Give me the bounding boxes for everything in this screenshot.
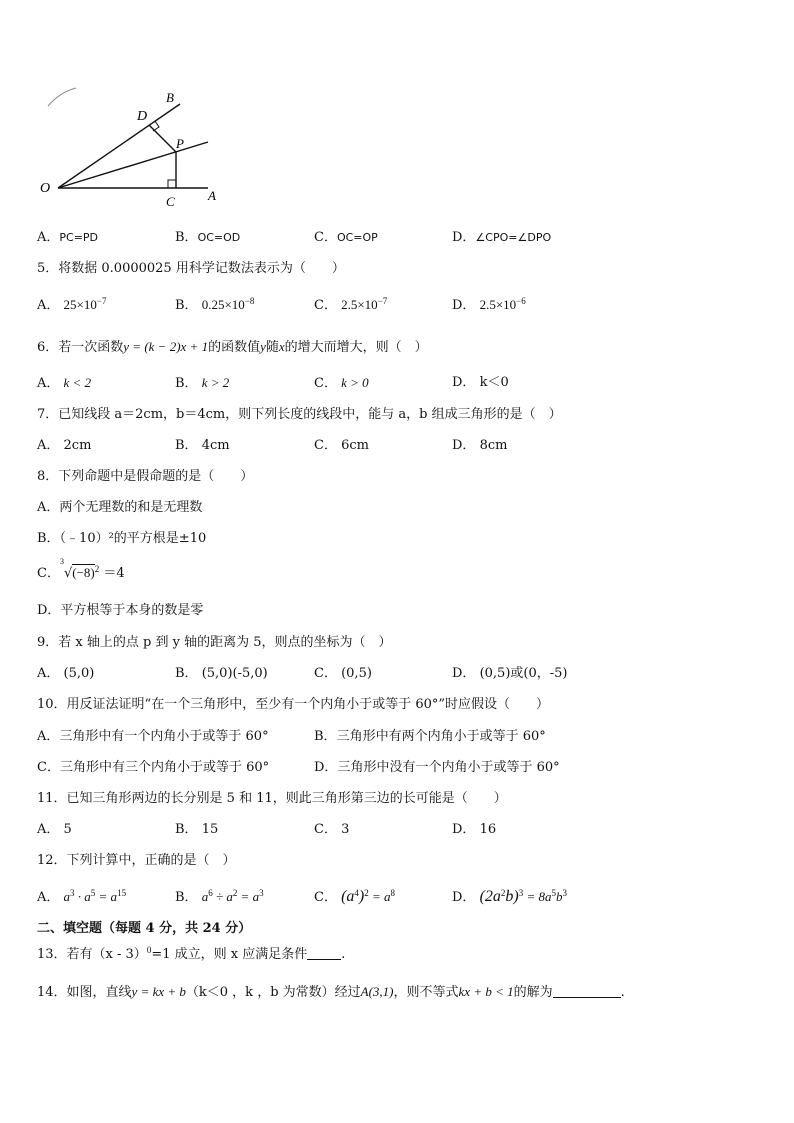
label-c: C bbox=[166, 194, 175, 209]
q8-stem: 8．下列命题中是假命题的是（ ） bbox=[37, 469, 254, 484]
q7-option-d: D． 8cm bbox=[452, 438, 508, 453]
q10-option-b: B．三角形中有两个内角小于或等于 60° bbox=[314, 729, 546, 744]
q4-option-d: D．∠CPO=∠DPO bbox=[452, 230, 552, 245]
q6-stem: 6．若一次函数y = (k − 2)x + 1的函数值y随x的增大而增大，则（ ） bbox=[37, 339, 428, 355]
q8-option-d: D．平方根等于本身的数是零 bbox=[37, 603, 204, 618]
q12-option-d: D． $(2a^2b)^3 = 8a^5b^3$ bbox=[452, 888, 568, 905]
q5-option-a: A． $25\times 10^{-7}$ bbox=[37, 296, 107, 313]
q7-option-a: A． 2cm bbox=[37, 438, 92, 453]
q6-option-a: A． k < 2 bbox=[37, 375, 92, 391]
q7-option-b: B． 4cm bbox=[175, 438, 230, 453]
q6-option-d: D． k＜0 bbox=[452, 375, 509, 390]
q8-option-c: C． 3 $√(-8)^2 =4$ bbox=[37, 557, 125, 581]
q13-answer-blank[interactable] bbox=[307, 947, 341, 960]
q10-option-a: A．三角形中有一个内角小于或等于 60° bbox=[37, 729, 269, 744]
q9-option-b: B． (5,0)(-5,0) bbox=[175, 666, 268, 681]
q10-stem: 10．用反证法证明“在一个三角形中，至少有一个内角小于或等于 60°”时应假设（ ） bbox=[37, 697, 550, 712]
label-b: B bbox=[166, 90, 174, 105]
q4-option-a: A．PC=PD bbox=[37, 230, 99, 245]
ray-ob bbox=[58, 104, 180, 188]
background-arc bbox=[48, 88, 76, 106]
q6-option-b: B． k > 2 bbox=[175, 375, 230, 391]
bisector-op bbox=[58, 142, 208, 188]
q8-option-a: A．两个无理数的和是无理数 bbox=[37, 500, 203, 515]
q4-option-c: C．OC=OP bbox=[314, 230, 378, 245]
q9-option-a: A． (5,0) bbox=[37, 666, 95, 681]
q11-option-a: A． 5 bbox=[37, 822, 72, 837]
q7-stem: 7．已知线段 a＝2cm，b＝4cm，则下列长度的线段中，能与 a，b 组成三角形的是（ ） bbox=[37, 407, 562, 422]
label-p: P bbox=[176, 136, 184, 151]
q11-option-c: C． 3 bbox=[314, 822, 350, 837]
q5-option-c: C． $2.5\times 10^{-7}$ bbox=[314, 296, 388, 313]
q9-option-d: D． (0,5)或(0，-5) bbox=[452, 666, 568, 681]
label-a: A bbox=[208, 188, 216, 203]
q14-stem: 14．如图，直线y = kx + b（k＜0 ，k ，b 为常数）经过A(3,1)，则不等式kx + b < 1的解为 . bbox=[37, 984, 625, 1000]
q8-option-b: B．（﹣10）²的平方根是±10 bbox=[37, 531, 207, 546]
q12-option-a: A． $a^3 \cdot a^5 = a^{15}$ bbox=[37, 888, 127, 905]
q5-stem: 5．将数据 0.0000025 用科学记数法表示为（ ） bbox=[37, 261, 345, 276]
cube-root-expression: 3 $√(-8)^2$ bbox=[59, 557, 100, 581]
q11-stem: 11．已知三角形两边的长分别是 5 和 11，则此三角形第三边的长可能是（ ） bbox=[37, 791, 507, 806]
q12-option-b: B． $a^6 \div a^2 = a^3$ bbox=[175, 888, 264, 905]
q6-option-c: C． k > 0 bbox=[314, 375, 369, 391]
q10-option-c: C．三角形中有三个内角小于或等于 60° bbox=[37, 760, 270, 775]
q12-option-c: C． $(a^4)^2 = a^8$ bbox=[314, 888, 396, 905]
q5-option-d: D． $2.5\times 10^{-6}$ bbox=[452, 296, 526, 313]
q14-answer-blank[interactable] bbox=[553, 985, 621, 998]
q11-option-d: D． 16 bbox=[452, 822, 497, 837]
right-angle-mark-c bbox=[168, 180, 176, 188]
segment-pd bbox=[149, 125, 176, 152]
section-2-title: 二、填空题（每题 4 分，共 24 分） bbox=[37, 921, 252, 936]
label-o: O bbox=[40, 181, 51, 196]
q10-option-d: D．三角形中没有一个内角小于或等于 60° bbox=[314, 760, 560, 775]
q11-option-b: B． 15 bbox=[175, 822, 219, 837]
label-d: D bbox=[137, 109, 148, 124]
q7-option-c: C． 6cm bbox=[314, 438, 369, 453]
q4-option-b: B．OC=OD bbox=[175, 230, 241, 245]
q13-stem: 13．若有（x - 3）$^0$=1 成立，则 x 应满足条件 . bbox=[37, 945, 346, 962]
q5-option-b: B． $0.25\times 10^{-8}$ bbox=[175, 296, 255, 313]
q9-stem: 9．若 x 轴上的点 p 到 y 轴的距离为 5，则点的坐标为（ ） bbox=[37, 635, 392, 650]
q9-option-c: C． (0,5) bbox=[314, 666, 372, 681]
q12-stem: 12．下列计算中，正确的是（ ） bbox=[37, 853, 236, 868]
angle-bisector-figure bbox=[36, 84, 226, 214]
